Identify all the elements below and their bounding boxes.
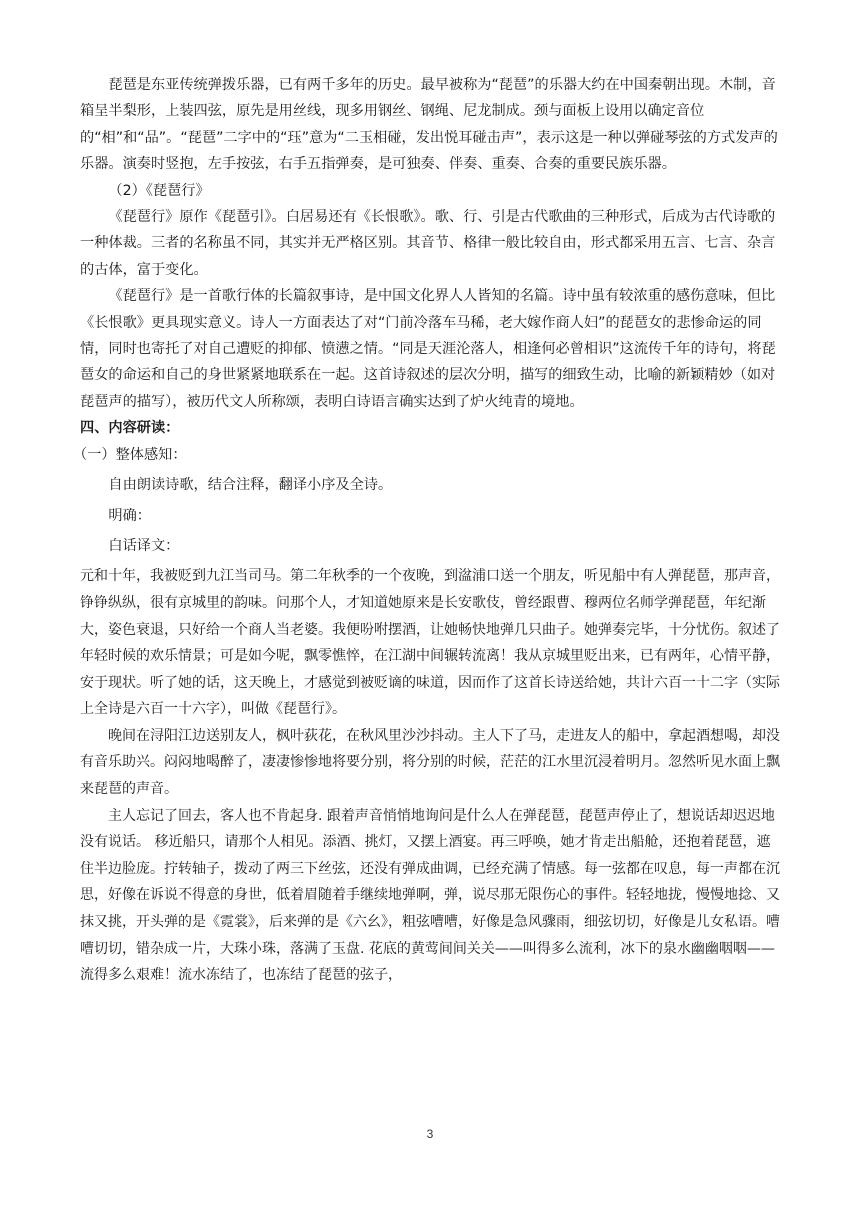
subsection-heading: （一）整体感知： <box>73 446 187 463</box>
translation-preface: 元和十年，我被贬到九江当司马。第二年秋季的一个夜晚，到湓浦口送一个朋友，听见船中有人弹琵琶，那声音，铮铮纵纵，很有京城里的韵味。问那个人，才知道她原来是长安歌伎，曾经跟曹、穆两位名师学弹琵琶，年纪渐大，姿色衰退，只好给一个商人当老婆。我便吩咐摆酒，让她畅快地弹几只曲子。她弹奏完毕，十分忧伤。叙述了年轻时候的欢乐情景；可是如今呢，飘零憔悴，在江湖中间辗转流离！我从京城里贬出来，已有两年，心情平静，安于现状。听了她的话，这天晚上，才感觉到被贬谪的味道，因而作了这首长诗送给她，共计六百一十二字（实际上全诗是六百一十六字），叫做《琵琶行》。 <box>80 568 780 718</box>
subsection-pipaxing: （2）《琵琶行》 <box>108 182 210 199</box>
translation-paragraph-1: 晚间在浔阳江边送别友人，枫叶荻花，在秋风里沙沙抖动。主人下了马，走进友人的船中，拿起酒想喝，却没有音乐助兴。闷闷地喝醉了，凄凄惨惨地将要分别，将分别的时候，茫茫的江水里沉浸着明月。忽然听见水面上飘来琵琶的声音。 <box>80 727 780 798</box>
paragraph-genre: 《琵琶行》原作《琵琶引》。白居易还有《长恨歌》。歌、行、引是古代歌曲的三种形式，后成为古代诗歌的一种体裁。三者的名称虽不同，其实并无严格区别。其音节、格律一般比较自由，形式都采用五言、七言、杂言的古体，富于变化。 <box>80 209 776 278</box>
clarify-label: 明确： <box>108 507 151 524</box>
translation-paragraph-2: 主人忘记了回去，客人也不肯起身. 跟着声音悄悄地询问是什么人在弹琵琶，琵琶声停止了，想说话却迟迟地没有说话。 移近船只，请那个人相见。添酒、挑灯，又摆上酒宴。再三呼唤，她才肯走出船舱，还抱着琵琶，遮住半边脸庞。拧转轴子，拨动了两三下丝弦，还没有弹成曲调，已经充满了情感。每一弦都在叹息，每一声都在沉思，好像在诉说不得意的身世，低着眉随着手继续地弹啊，弹，说尽那无限伤心的事件。轻轻地拢，慢慢地捻、又抹又挑，开头弹的是《霓裳》，后来弹的是《六幺》，粗弦嘈嘈，好像是急风骤雨，细弦切切，好像是儿女私语。嘈嘈切切，错杂成一片，大珠小珠，落满了玉盘. 花底的黄莺间间关关——叫得多么流利，冰下的泉水幽幽咽咽——流得多么艰难！流水冻结了，也冻结了琵琶的弦子， <box>80 807 780 984</box>
section-heading: 四、内容研读： <box>80 420 180 437</box>
paragraph-pipa-intro: 琵琶是东亚传统弹拨乐器，已有两千多年的历史。最早被称为“琵琶”的乐器大约在中国秦朝出现。木制，音箱呈半梨形，上装四弦，原先是用丝线，现多用钢丝、钢绳、尼龙制成。颈与面板上设用以确定音位的“相”和“品”。“琵琶”二字中的“珏”意为“二玉相碰，发出悦耳碰击声”，表示这是一种以弹碰琴弦的方式发声的乐器。演奏时竖抱，左手按弦，右手五指弹奏，是可独奏、伴奏、重奏、合奏的重要民族乐器。 <box>80 77 778 173</box>
instruction-text: 自由朗读诗歌，结合注释，翻译小序及全诗。 <box>108 477 393 494</box>
translation-label: 白话译文： <box>108 537 180 554</box>
paragraph-significance: 《琵琶行》是一首歌行体的长篇叙事诗，是中国文化界人人皆知的名篇。诗中虽有较浓重的感伤意味，但比《长恨歌》更具现实意义。诗人一方面表达了对“门前冷落车马稀，老大嫁作商人妇”的琵琶女的悲惨命运的同情，同时也寄托了对自己遭贬的抑郁、愤懑之情。“同是天涯沦落人，相逢何必曾相识”这流传千年的诗句，将琵琶女的命运和自己的身世紧紧地联系在一起。这首诗叙述的层次分明，描写的细致生动，比喻的新颖精妙（如对琵琶声的描写），被历代文人所称颂，表明白诗语言确实达到了炉火纯青的境地。 <box>80 288 776 410</box>
page-number: 3 <box>426 1127 434 1141</box>
